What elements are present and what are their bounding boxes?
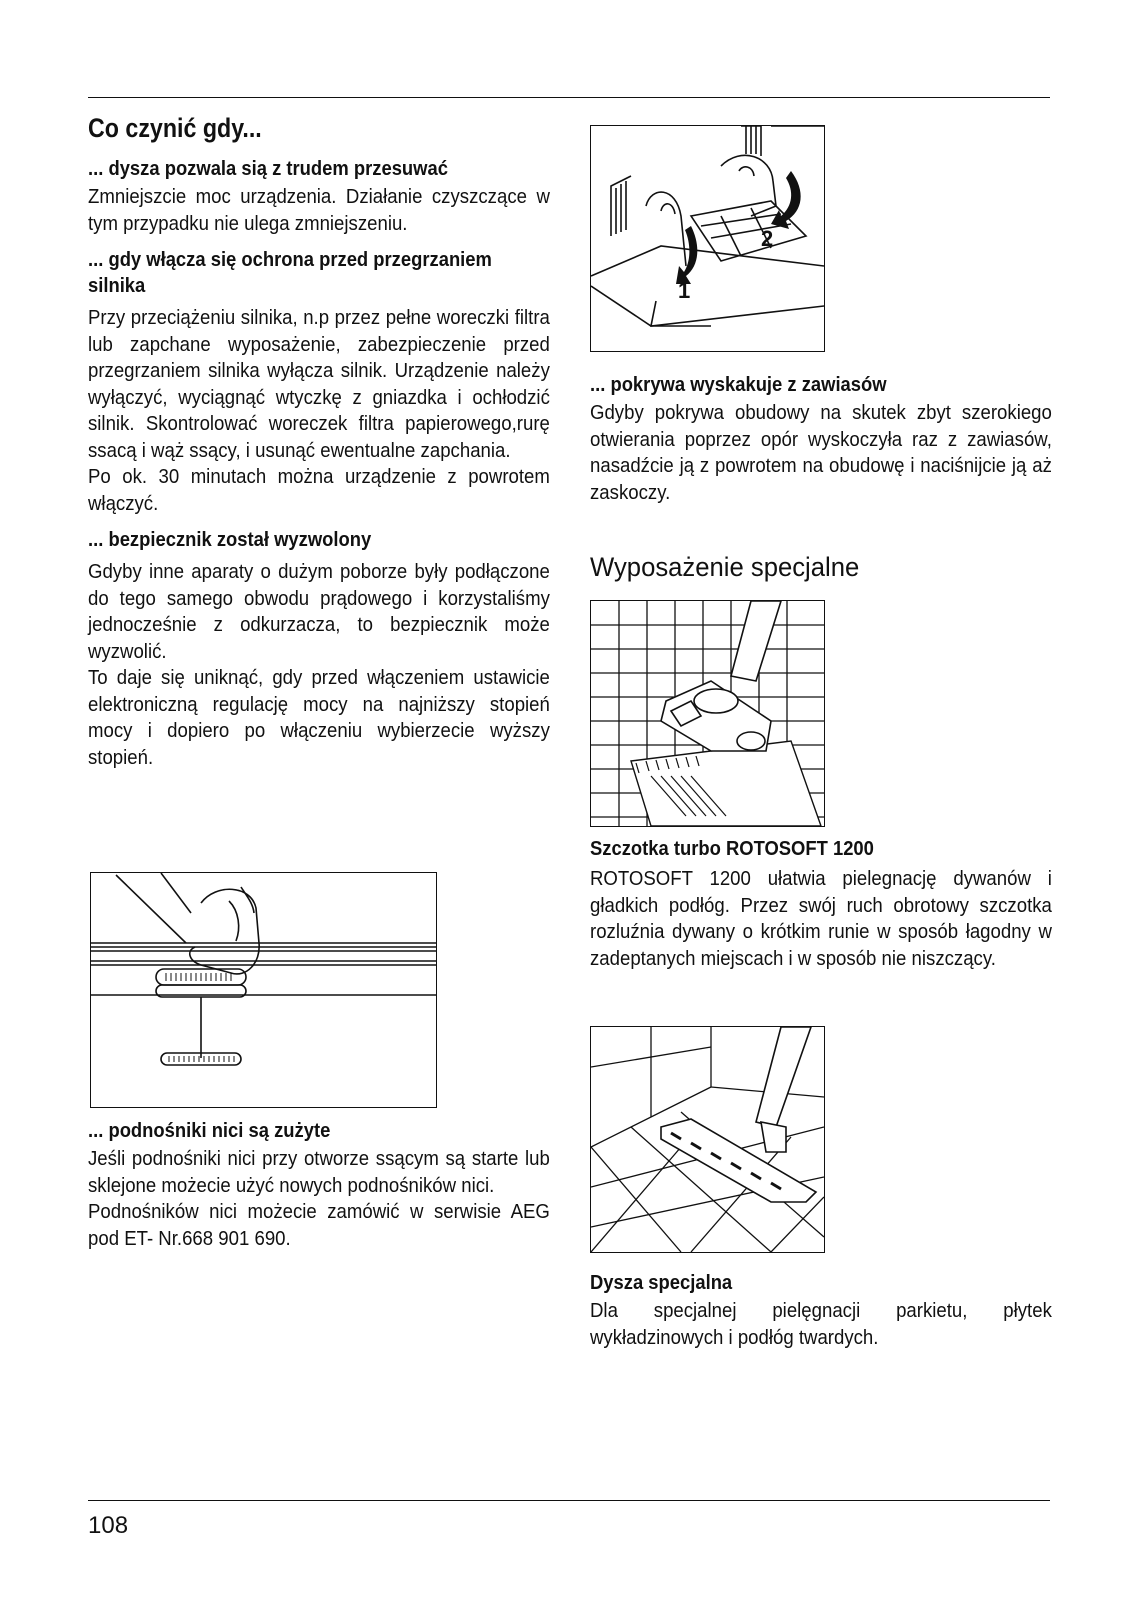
- step-1-label: 1: [678, 278, 691, 303]
- section-heading: Dysza specjalna: [590, 1272, 733, 1294]
- step-2-label: 2: [761, 226, 774, 251]
- section-heading: ... dysza pozwala sią z trudem przesuwać: [88, 158, 448, 180]
- special-nozzle-illustration: [591, 1027, 824, 1252]
- section-paragraph: Po ok. 30 minutach można urządzenie z powrotem włączyć.: [88, 466, 550, 515]
- section-turbo-brush: [590, 836, 1052, 972]
- section-lid-pops-off: [590, 372, 1052, 506]
- section-paragraph: To daje się uniknąć, gdy przed włączeniem ustawicie elektroniczną regulację mocy na najniższy stopień mocy i dopiero po włączeniu wybierzecie wyższy stopień.: [88, 667, 550, 769]
- section-thread-lifters-worn: [88, 1118, 550, 1252]
- bottom-rule: [88, 1500, 1050, 1501]
- left-column: [88, 112, 550, 771]
- lid-hinge-illustration: [591, 126, 824, 351]
- page-heading: Co czynić gdy...: [88, 113, 262, 143]
- special-nozzle-figure: [590, 1026, 825, 1253]
- section-paragraph: ROTOSOFT 1200 ułatwia pielegnację dywanów i gładkich podłóg. Przez swój ruch obrotowy szczotka rozluźnia dywany o krótkim runie w sposób łagodny w zadeptanych miejscach i w sposób nie niszczący.: [590, 868, 1052, 970]
- top-rule: [88, 97, 1050, 98]
- special-accessories-heading-box: [590, 550, 1052, 584]
- section-fuse-tripped: [88, 527, 550, 771]
- section-paragraph: Zmniejszcie moc urządzenia. Działanie czyszczące w tym przypadku nie ulega zmniejszeniu.: [88, 186, 550, 235]
- section-nozzle-hard-to-move: [88, 156, 550, 237]
- section-paragraph: Gdyby pokrywa obudowy na skutek zbyt szerokiego otwierania poprzez opór wyskoczyła raz z zawiasów, nasadźcie ją z powrotem na obudowę i naciśnijcie ją aż zaskoczy.: [590, 402, 1052, 504]
- section-paragraph: Podnośników nici możecie zamówić w serwisie AEG pod ET- Nr.668 901 690.: [88, 1201, 550, 1250]
- thread-lifter-figure: [90, 872, 437, 1108]
- turbo-brush-figure: [590, 600, 825, 827]
- section-overheat-protection: [88, 247, 550, 517]
- section-paragraph: Jeśli podnośniki nici przy otworze ssącym są starte lub sklejone możecie użyć nowych podnośników nici.: [88, 1148, 550, 1197]
- section-heading: ... podnośniki nici są zużyte: [88, 1120, 331, 1142]
- turbo-brush-illustration: [591, 601, 824, 826]
- thread-lifter-illustration: [91, 873, 436, 1107]
- section-paragraph: Gdyby inne aparaty o dużym poborze były podłączone do tego samego obwodu prądowego i korzystaliśmy jednocześnie z odkurzacza, to bezpiecznik może wyzwolić.: [88, 561, 550, 663]
- section-heading: ... gdy włącza się ochrona przed przegrzaniem silnika: [88, 249, 492, 297]
- section-heading: ... pokrywa wyskakuje z zawiasów: [590, 374, 887, 396]
- section-paragraph: Dla specjalnej pielęgnacji parkietu, płytek wykładzinowych i podłóg twardych.: [590, 1300, 1052, 1349]
- special-accessories-heading: Wyposażenie specjalne: [590, 552, 860, 582]
- section-special-nozzle: [590, 1270, 1052, 1351]
- section-heading: Szczotka turbo ROTOSOFT 1200: [590, 838, 874, 860]
- lid-hinge-figure: [590, 125, 825, 352]
- section-paragraph: Przy przeciążeniu silnika, n.p przez pełne woreczki filtra lub zapchane wyposażenie, zabezpieczenie przed przegrzaniem silnika wyłącza silnik. Urządzenie należy wyłączyć, wyciągnąć wtyczkę z gniazdka i ochłodzić silnik. Skontrolować woreczek filtra papierowego,rurę ssacą i wąż ssący, i usunąć ewentualne zapchania.: [88, 307, 550, 462]
- page-number: 108: [88, 1512, 129, 1539]
- section-heading: ... bezpiecznik został wyzwolony: [88, 529, 372, 551]
